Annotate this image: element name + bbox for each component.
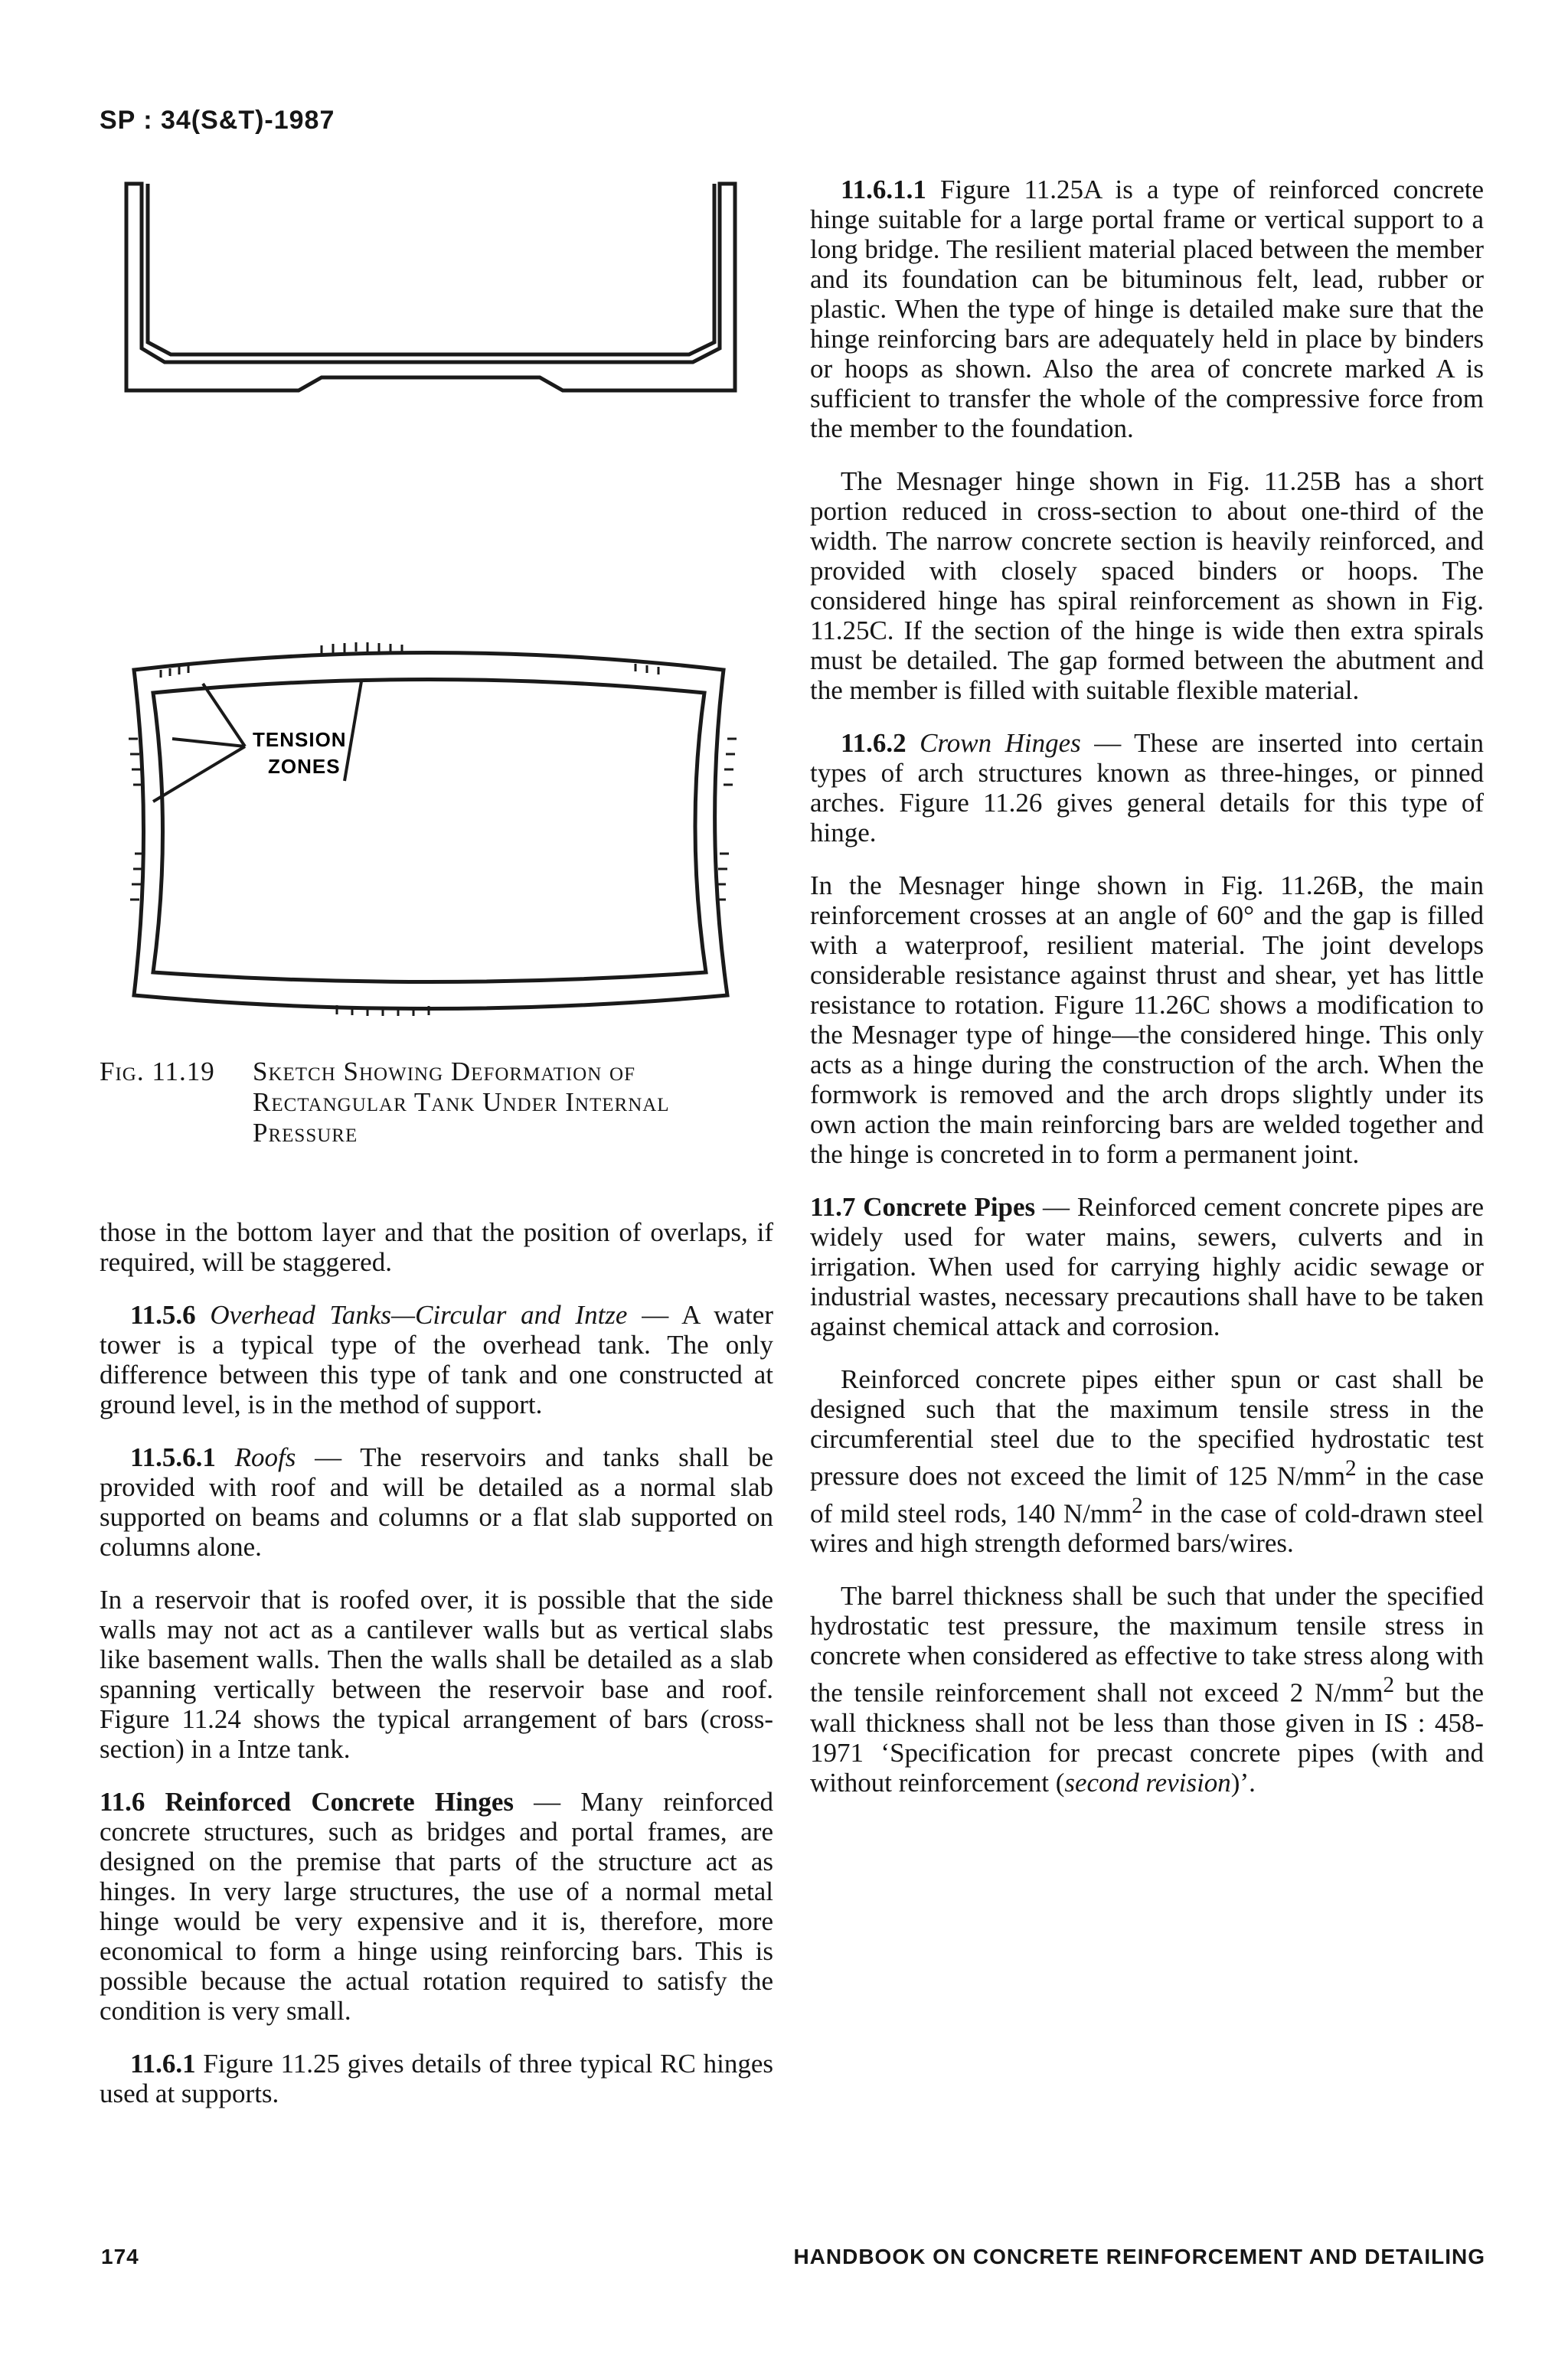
left-column: [100, 1217, 773, 2131]
tension-label-line1: TENSION: [253, 728, 347, 751]
text-run: The barrel thickness shall be such that under the specified hydrostatic test pressure, the maximum tensile stress in concrete when considered as effective to take stress along with the tensile reinforcement shall not exceed 2 N/mm: [810, 1581, 1484, 1708]
section-number: 11.6.2: [841, 728, 906, 758]
section-body: — These are inserted into certain types of arch structures known as three-hinges, or pinned arches. Figure 11.26 gives general details for this type of hinge.: [810, 728, 1484, 848]
section-title: Concrete Pipes: [863, 1192, 1036, 1222]
section-11-6-1: [100, 2049, 773, 2108]
paragraph: [810, 1581, 1484, 1798]
section-11-5-6-1: [100, 1442, 773, 1562]
text-run: Reinforced concrete pipes either spun or cast shall be designed such that the maximum tensile stress in the circumferential steel due to the specified hydrostatic test pressure does not exceed the limit of 125 N/mm: [810, 1364, 1484, 1491]
superscript: 2: [1383, 1673, 1395, 1698]
document-code: SP : 34(S&T)-1987: [100, 106, 335, 135]
section-title: Overhead Tanks—Circular and Intze: [210, 1300, 628, 1330]
page-number: 174: [101, 2245, 139, 2268]
tank-section-figure: [111, 172, 746, 417]
section-number: 11.5.6.1: [130, 1442, 216, 1472]
section-11-6-2: [810, 728, 1484, 848]
figure-number: Fig. 11.19: [100, 1057, 215, 1086]
superscript: 2: [1345, 1456, 1357, 1481]
italic-run: second revision: [1064, 1767, 1231, 1798]
section-number: 11.7: [810, 1192, 856, 1222]
section-body: — A water tower is a typical type of the overhead tank. The only difference between this type of tank and one constructed at ground level, is in the method of support.: [100, 1300, 773, 1419]
figure-title: Sketch Showing Deformation of Rectangular Tank Under Internal Pressure: [253, 1057, 670, 1148]
section-11-6: [100, 1787, 773, 2026]
section-number: 11.6.1.1: [841, 175, 926, 204]
section-number: 11.6.1: [130, 2049, 196, 2079]
section-title: Crown Hinges: [920, 728, 1081, 758]
text-run: but the wall thickness shall not be less than those given in IS : 458-1971 ‘Specification for precast concrete pipes (with and without reinforcement (: [810, 1677, 1485, 1798]
paragraph: [810, 1364, 1484, 1558]
section-title: Reinforced Concrete Hinges: [165, 1787, 514, 1817]
text-run: in the case of mild steel rods, 140 N/mm: [810, 1461, 1484, 1529]
paragraph: those in the bottom layer and that the position of overlaps, if required, will be staggered.: [100, 1217, 773, 1277]
section-body: — Many reinforced concrete structures, such as bridges and portal frames, are designed on the premise that parts of the structure act as hinges. In very large structures, the use of a normal metal hinge would be very expensive and it is, therefore, more economical to form a hinge using reinforcing bars. This is possible because the actual rotation required to satisfy the condition is very small.: [100, 1787, 774, 2026]
paragraph: In a reservoir that is roofed over, it is possible that the side walls may not act as a cantilever walls but as vertical slabs like basement walls. Then the walls shall be detailed as a slab spanning vertically between the reservoir base and roof. Figure 11.24 shows the typical arrangement of bars (cross-section) in a Intze tank.: [100, 1585, 773, 1764]
section-11-6-1-1: [810, 175, 1484, 443]
text-run: in the case of cold-drawn steel wires and high strength deformed bars/wires.: [810, 1498, 1484, 1559]
section-body: — Reinforced cement concrete pipes are widely used for water mains, sewers, culverts and in irrigation. When used for carrying highly acidic sewage or industrial wastes, necessary precautions shall have to be taken against chemical attack and corrosion.: [810, 1192, 1484, 1341]
section-body: Figure 11.25A is a type of reinforced concrete hinge suitable for a large portal frame or vertical support to a long bridge. The resilient material placed between the member and its foundation can be bituminous felt, lead, rubber or plastic. When the type of hinge is detailed make sure that the hinge reinforcing bars are adequately held in place by binders or hoops as shown. Also the area of concrete marked A is sufficient to transfer the whole of the compressive force from the member to the foundation.: [810, 175, 1484, 443]
section-11-5-6: [100, 1300, 773, 1419]
section-body: Figure 11.25 gives details of three typical RC hinges used at supports.: [100, 2049, 773, 2108]
section-body: — The reservoirs and tanks shall be provided with roof and will be detailed as a normal slab supported on beams and columns or a flat slab supported on columns alone.: [100, 1442, 773, 1562]
section-title: Roofs: [234, 1442, 296, 1472]
section-11-7: [810, 1192, 1484, 1341]
figure-caption: [100, 1057, 773, 1148]
superscript: 2: [1132, 1493, 1143, 1518]
section-number: 11.5.6: [130, 1300, 196, 1330]
paragraph: In the Mesnager hinge shown in Fig. 11.26B, the main reinforcement crosses at an angle of 60° and the gap is filled with a waterproof, resilient material. The joint develops considerable resistance against thrust and shear, yet has little resistance to rotation. Figure 11.26C shows a modification to the Mesnager type of hinge—the considered hinge. This only acts as a hinge during the construction of the arch. When the formwork is removed and the arch drops slightly under its own action the main reinforcing bars are welded together and the hinge is concreted in to form a permanent joint.: [810, 870, 1484, 1169]
deformation-sketch: [115, 624, 743, 1022]
footer-title: HANDBOOK ON CONCRETE REINFORCEMENT AND DETAILING: [793, 2245, 1485, 2268]
tension-label-line2: ZONES: [268, 755, 341, 778]
section-number: 11.6: [100, 1787, 145, 1817]
paragraph: The Mesnager hinge shown in Fig. 11.25B has a short portion reduced in cross-section to about one-third of the width. The narrow concrete section is heavily reinforced, and provided with closely spaced binders or hoops. The considered hinge has spiral reinforcement as shown in Fig. 11.25C. If the section of the hinge is wide then extra spirals must be detailed. The gap formed between the abutment and the member is filled with suitable flexible material.: [810, 466, 1484, 705]
right-column: [810, 175, 1484, 1821]
text-run: )’.: [1230, 1767, 1256, 1798]
